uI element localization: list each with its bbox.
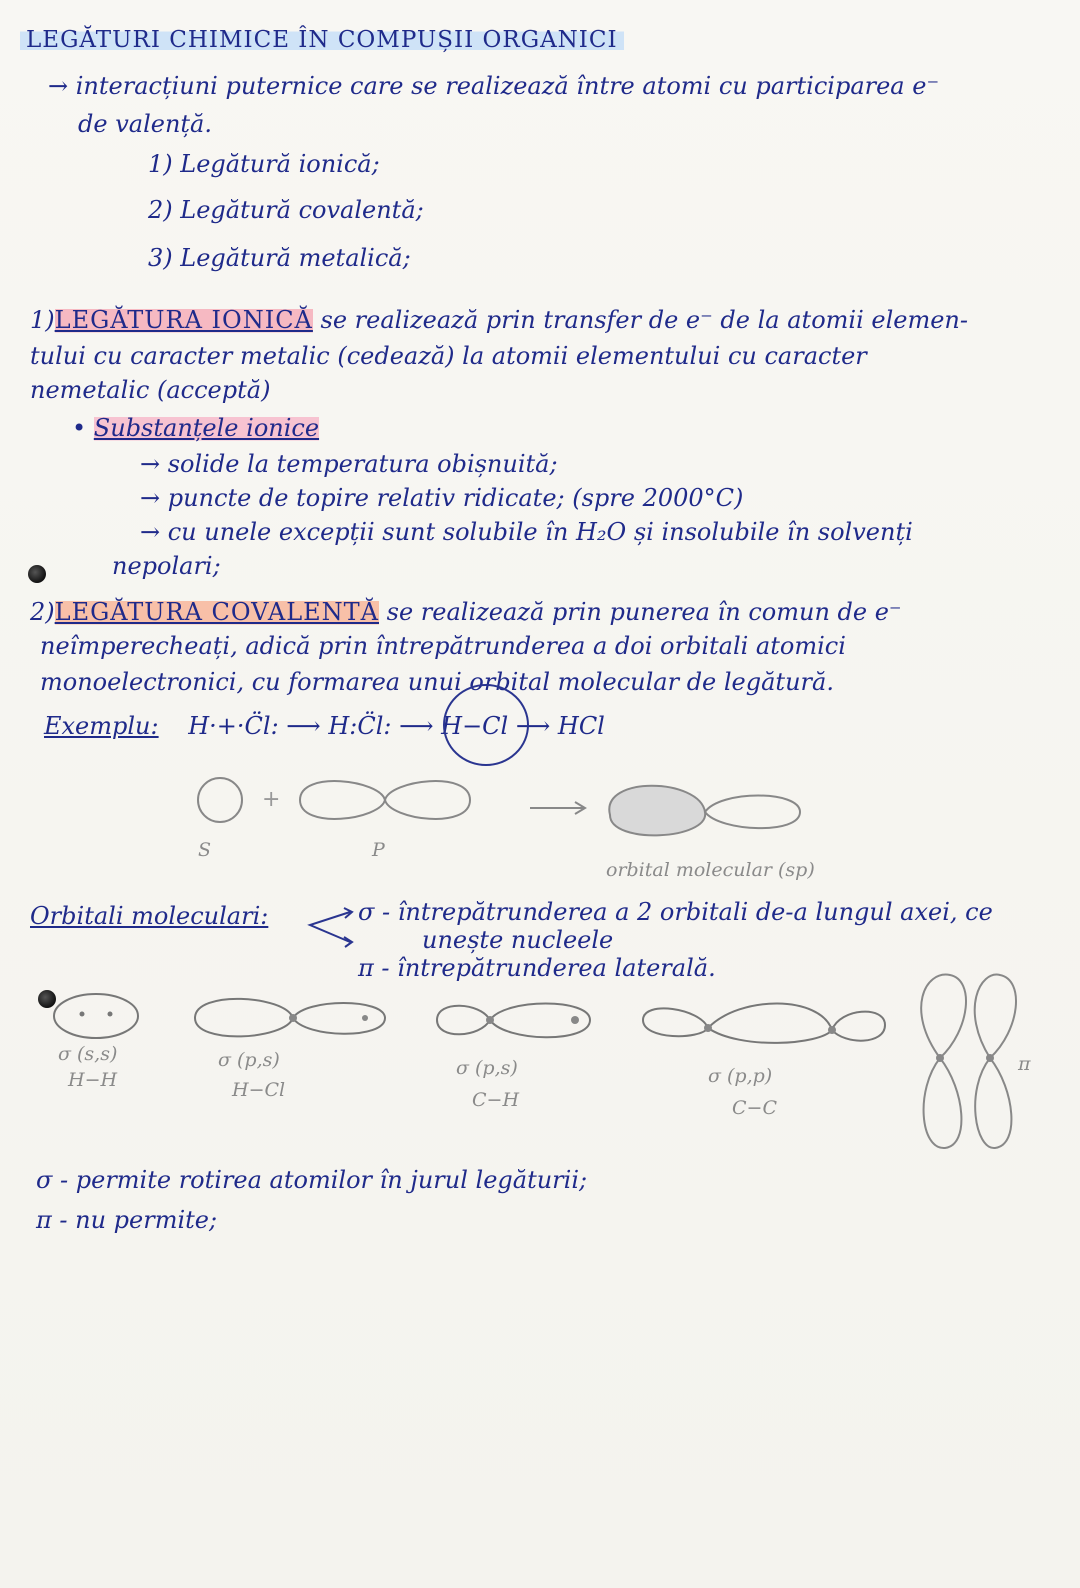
orbital-example-bond: H−Cl <box>232 1079 286 1101</box>
example-label: Exemplu: <box>44 712 159 740</box>
p-orbital-label: P <box>372 839 385 861</box>
covalent-text: neîmperecheați, adică prin întrepătrunderea a doi orbitali atomici <box>40 632 846 660</box>
sigma-definition: unește nucleele <box>422 926 614 954</box>
ionic-property: → solide la temperatura obișnuită; <box>140 450 558 478</box>
ionic-property: nepolari; <box>112 552 221 580</box>
s-orbital-shape <box>198 778 242 822</box>
section-number: 2) <box>30 598 55 626</box>
ionic-heading: LEGĂTURA IONICĂ <box>54 306 313 334</box>
bullet: • <box>72 414 87 442</box>
orbital-example-bond: H−H <box>68 1069 118 1091</box>
p-orbital-shape <box>300 781 470 819</box>
mol-orbital-lobe <box>705 796 800 829</box>
page-title: LEGĂTURI CHIMICE ÎN COMPUȘII ORGANICI <box>20 26 624 54</box>
example-formula: H·+·C̈l: ⟶ H:C̈l: ⟶ H−Cl ⟶ HCl <box>188 712 605 740</box>
orbital-example-type: σ (p,s) <box>456 1057 518 1079</box>
orbital-example-bond: C−H <box>472 1089 520 1111</box>
ionic-property: → puncte de topire relativ ridicate; (spre 2000°C) <box>140 484 744 512</box>
mo-label: Orbitali moleculari: <box>30 902 269 930</box>
sigma-definition: σ - întrepătrunderea a 2 orbitali de-a lungul axei, ce <box>358 898 993 926</box>
pi-conclusion: π - nu permite; <box>36 1206 218 1234</box>
ionic-property: → cu unele excepții sunt solubile în H₂O și insolubile în solvenți <box>140 518 913 546</box>
shared-pair-circle <box>444 685 528 765</box>
plus-sign: + <box>262 787 281 812</box>
sigma-ss-shape <box>54 994 138 1038</box>
orbital-example-type: π <box>1018 1053 1031 1075</box>
bond-type-item: 3) Legătură metalică; <box>148 244 411 272</box>
ionic-text: tului cu caracter metalic (cedează) la atomii elementului cu caracter <box>30 342 867 370</box>
intro-line: de valență. <box>78 110 212 138</box>
ionic-text: se realizează prin transfer de e⁻ de la atomii elemen- <box>320 306 968 334</box>
covalent-text: monoelectronici, cu formarea unui orbital molecular de legătură. <box>40 668 834 696</box>
orbital-example-type: σ (p,s) <box>218 1049 280 1071</box>
mol-orbital-label: orbital molecular (sp) <box>606 859 815 881</box>
orbital-example-bond: C−C <box>732 1097 777 1119</box>
covalent-text: se realizează prin punerea în comun de e⁻ <box>386 598 902 626</box>
ionic-text: nemetalic (acceptă) <box>30 376 271 404</box>
pi-definition: π - întrepătrunderea laterală. <box>358 954 716 982</box>
s-orbital-label: S <box>198 839 212 861</box>
ionic-subheading-text: Substanțele ionice <box>93 414 320 442</box>
section-number: 1) <box>30 306 55 334</box>
covalent-heading: LEGĂTURA COVALENTĂ <box>54 598 380 626</box>
bond-type-item: 2) Legătură covalentă; <box>148 196 424 224</box>
orbital-example-type: σ (p,p) <box>708 1065 773 1087</box>
bond-type-item: 1) Legătură ionică; <box>148 150 380 178</box>
mol-orbital-lobe <box>609 786 705 836</box>
intro-line: → interacțiuni puternice care se realizează între atomi cu participarea e⁻ <box>48 72 940 100</box>
orbital-example-type: σ (s,s) <box>58 1043 118 1065</box>
sigma-conclusion: σ - permite rotirea atomilor în jurul legăturii; <box>36 1166 588 1194</box>
